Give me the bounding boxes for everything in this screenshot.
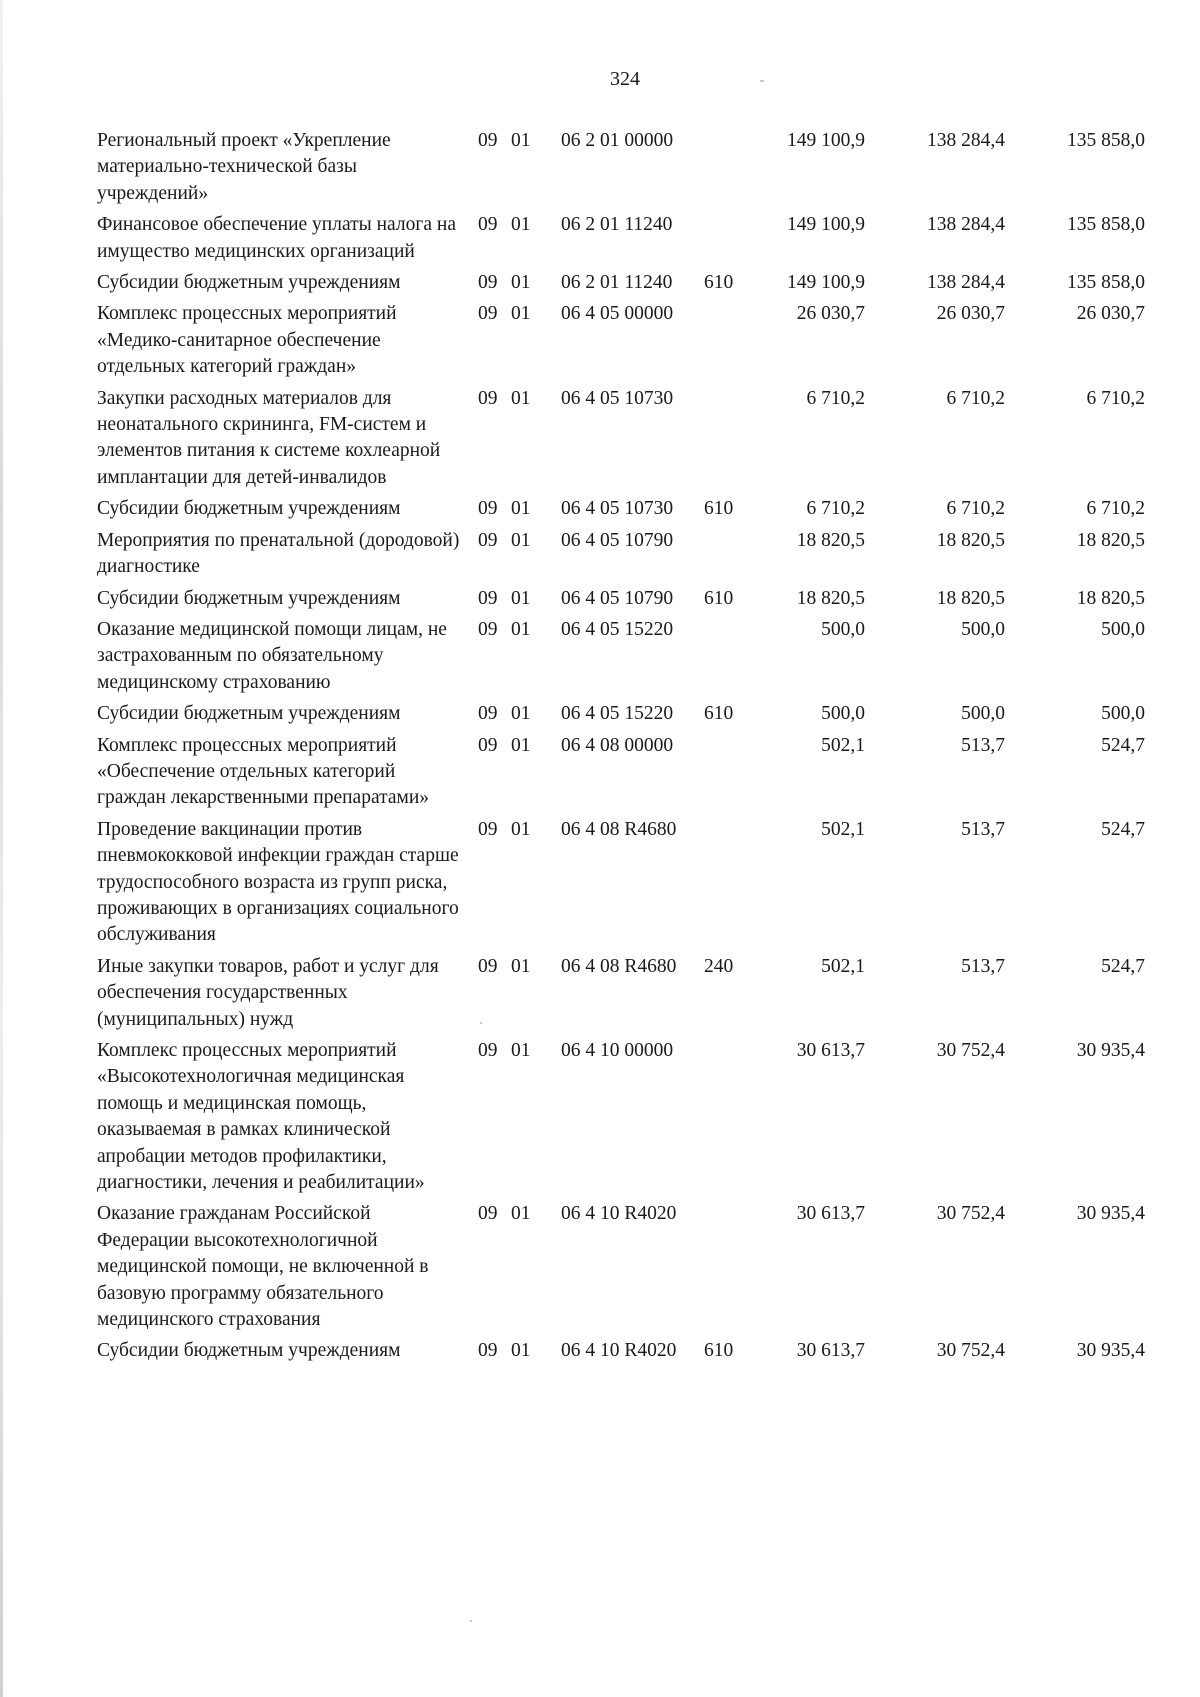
subsection-code: 01	[511, 214, 531, 236]
amount-year-3: 135 858,0	[1067, 130, 1145, 151]
section-code: 09	[478, 818, 498, 840]
amount-year-3: 6 710,2	[1086, 387, 1145, 409]
subsection-code: 01	[511, 618, 531, 640]
target-article-code: 06 2 01 00000	[561, 130, 674, 151]
amount-year-3: 500,0	[1101, 703, 1145, 725]
table-row	[97, 733, 1167, 812]
amount-year-2: 138 284,4	[927, 130, 1005, 151]
subsection-code: 01	[511, 130, 531, 151]
target-article-code: 06 4 05 15220	[561, 703, 674, 725]
row-name: Оказание гражданам Российской Федерации высокотехнологичной медицинской помощи, не включенной в базовую программу обязательного медицинского страхования	[97, 1203, 429, 1331]
amount-year-2: 513,7	[961, 734, 1005, 756]
table-row	[97, 617, 1167, 696]
section-code: 09	[478, 734, 498, 756]
target-article-code: 06 4 10 00000	[561, 1040, 674, 1061]
subsection-code: 01	[511, 1203, 531, 1225]
amount-year-1: 500,0	[821, 703, 865, 725]
target-article-code: 06 4 05 10790	[561, 529, 674, 551]
table-row	[97, 586, 1167, 612]
target-article-code: 06 2 01 11240	[561, 272, 673, 294]
subsection-code: 01	[511, 734, 531, 756]
amount-year-3: 524,7	[1101, 955, 1145, 977]
amount-year-1: 30 613,7	[796, 1203, 865, 1225]
section-code: 09	[478, 498, 498, 520]
amount-year-3: 135 858,0	[1067, 214, 1145, 236]
amount-year-1: 18 820,5	[796, 529, 865, 551]
subsection-code: 01	[511, 529, 531, 551]
page-number: 324	[610, 68, 640, 90]
table-row	[97, 270, 1167, 296]
section-code: 09	[478, 703, 498, 725]
amount-year-2: 18 820,5	[936, 587, 1005, 609]
amount-year-1: 30 613,7	[796, 1340, 865, 1362]
table-row	[97, 128, 1167, 207]
scan-speck	[470, 1620, 472, 1622]
amount-year-2: 6 710,2	[946, 387, 1005, 409]
expense-type-code: 610	[704, 703, 734, 725]
row-name: Субсидии бюджетным учреждениям	[97, 703, 401, 725]
amount-year-3: 500,0	[1101, 618, 1145, 640]
amount-year-1: 26 030,7	[796, 303, 865, 325]
amount-year-3: 30 935,4	[1076, 1340, 1145, 1362]
row-name: Оказание медицинской помощи лицам, не застрахованным по обязательному медицинскому страхованию	[97, 618, 447, 693]
amount-year-1: 149 100,9	[787, 214, 865, 236]
scan-edge	[0, 0, 3, 1697]
budget-table	[97, 128, 1167, 1370]
amount-year-2: 138 284,4	[927, 272, 1005, 294]
subsection-code: 01	[511, 703, 531, 725]
target-article-code: 06 2 01 11240	[561, 214, 673, 236]
table-row	[97, 496, 1167, 522]
table-row	[97, 1338, 1167, 1364]
subsection-code: 01	[511, 272, 531, 294]
row-name: Комплекс процессных мероприятий «Высокотехнологичная медицинская помощь и медицинская помощь, оказываемая в рамках клинической апробации методов профилактики, диагностики, лечения и реабилитации»	[97, 1040, 425, 1194]
target-article-code: 06 4 05 10730	[561, 387, 674, 409]
amount-year-2: 513,7	[961, 818, 1005, 840]
section-code: 09	[478, 303, 498, 325]
section-code: 09	[478, 272, 498, 294]
subsection-code: 01	[511, 1340, 531, 1362]
target-article-code: 06 4 08 R4680	[561, 955, 677, 977]
section-code: 09	[478, 387, 498, 409]
subsection-code: 01	[511, 498, 531, 520]
section-code: 09	[478, 618, 498, 640]
amount-year-1: 502,1	[821, 734, 865, 756]
amount-year-1: 149 100,9	[787, 130, 865, 151]
subsection-code: 01	[511, 1040, 531, 1061]
row-name: Финансовое обеспечение уплаты налога на имущество медицинских организаций	[97, 214, 456, 262]
table-row	[97, 1038, 1167, 1196]
amount-year-2: 513,7	[961, 955, 1005, 977]
row-name: Субсидии бюджетным учреждениям	[97, 587, 401, 609]
section-code: 09	[478, 1040, 498, 1061]
section-code: 09	[478, 529, 498, 551]
expense-type-code: 610	[704, 272, 734, 294]
amount-year-1: 500,0	[821, 618, 865, 640]
amount-year-3: 524,7	[1101, 734, 1145, 756]
amount-year-1: 18 820,5	[796, 587, 865, 609]
amount-year-1: 30 613,7	[796, 1040, 865, 1061]
amount-year-2: 138 284,4	[927, 214, 1005, 236]
amount-year-3: 26 030,7	[1076, 303, 1145, 325]
amount-year-2: 6 710,2	[946, 498, 1005, 520]
amount-year-2: 500,0	[961, 618, 1005, 640]
table-row	[97, 701, 1167, 727]
section-code: 09	[478, 1203, 498, 1225]
amount-year-3: 524,7	[1101, 818, 1145, 840]
amount-year-3: 18 820,5	[1076, 587, 1145, 609]
amount-year-1: 6 710,2	[806, 387, 865, 409]
target-article-code: 06 4 10 R4020	[561, 1203, 677, 1225]
section-code: 09	[478, 214, 498, 236]
amount-year-1: 502,1	[821, 955, 865, 977]
table-row	[97, 212, 1167, 265]
row-name: Мероприятия по пренатальной (дородовой) диагностике	[97, 529, 460, 578]
subsection-code: 01	[511, 955, 531, 977]
subsection-code: 01	[511, 587, 531, 609]
table-row	[97, 528, 1167, 581]
amount-year-2: 26 030,7	[936, 303, 1005, 325]
amount-year-2: 30 752,4	[936, 1040, 1005, 1061]
target-article-code: 06 4 05 10730	[561, 498, 674, 520]
amount-year-2: 30 752,4	[936, 1340, 1005, 1362]
amount-year-2: 18 820,5	[936, 529, 1005, 551]
expense-type-code: 610	[704, 1340, 734, 1362]
row-name: Субсидии бюджетным учреждениям	[97, 498, 401, 520]
row-name: Субсидии бюджетным учреждениям	[97, 272, 401, 294]
target-article-code: 06 4 05 10790	[561, 587, 674, 609]
section-code: 09	[478, 130, 498, 151]
target-article-code: 06 4 08 R4680	[561, 818, 677, 840]
row-name: Иные закупки товаров, работ и услуг для обеспечения государственных (муниципальных) нужд	[97, 955, 439, 1030]
amount-year-3: 135 858,0	[1067, 272, 1145, 294]
amount-year-2: 500,0	[961, 703, 1005, 725]
table-row	[97, 954, 1167, 1033]
row-name: Комплекс процессных мероприятий «Медико-санитарное обеспечение отдельных категорий граждан»	[97, 303, 397, 378]
amount-year-3: 30 935,4	[1076, 1040, 1145, 1061]
table-row	[97, 817, 1167, 949]
target-article-code: 06 4 10 R4020	[561, 1340, 677, 1362]
row-name: Комплекс процессных мероприятий «Обеспечение отдельных категорий граждан лекарственными препаратами»	[97, 734, 430, 809]
amount-year-1: 149 100,9	[787, 272, 865, 294]
target-article-code: 06 4 05 15220	[561, 618, 674, 640]
amount-year-3: 18 820,5	[1076, 529, 1145, 551]
table-row	[97, 1201, 1167, 1333]
table-row	[97, 386, 1167, 492]
expense-type-code: 610	[704, 498, 734, 520]
amount-year-3: 6 710,2	[1086, 498, 1145, 520]
section-code: 09	[478, 587, 498, 609]
section-code: 09	[478, 1340, 498, 1362]
amount-year-1: 502,1	[821, 818, 865, 840]
expense-type-code: 610	[704, 587, 734, 609]
subsection-code: 01	[511, 818, 531, 840]
amount-year-1: 6 710,2	[806, 498, 865, 520]
subsection-code: 01	[511, 387, 531, 409]
subsection-code: 01	[511, 303, 531, 325]
expense-type-code: 240	[704, 955, 734, 977]
section-code: 09	[478, 955, 498, 977]
amount-year-3: 30 935,4	[1076, 1203, 1145, 1225]
target-article-code: 06 4 08 00000	[561, 734, 674, 756]
table-row	[97, 301, 1167, 380]
amount-year-2: 30 752,4	[936, 1203, 1005, 1225]
row-name: Проведение вакцинации против пневмококковой инфекции граждан старше трудоспособного возраста из групп риска, проживающих в организациях социального обслуживания	[97, 818, 459, 946]
row-name: Закупки расходных материалов для неонатального скрининга, FM-систем и элементов питания к системе кохлеарной имплантации для детей-инвалидов	[97, 387, 441, 488]
target-article-code: 06 4 05 00000	[561, 303, 674, 325]
row-name: Региональный проект «Укрепление материально-технической базы учреждений»	[97, 130, 391, 204]
row-name: Субсидии бюджетным учреждениям	[97, 1340, 401, 1362]
